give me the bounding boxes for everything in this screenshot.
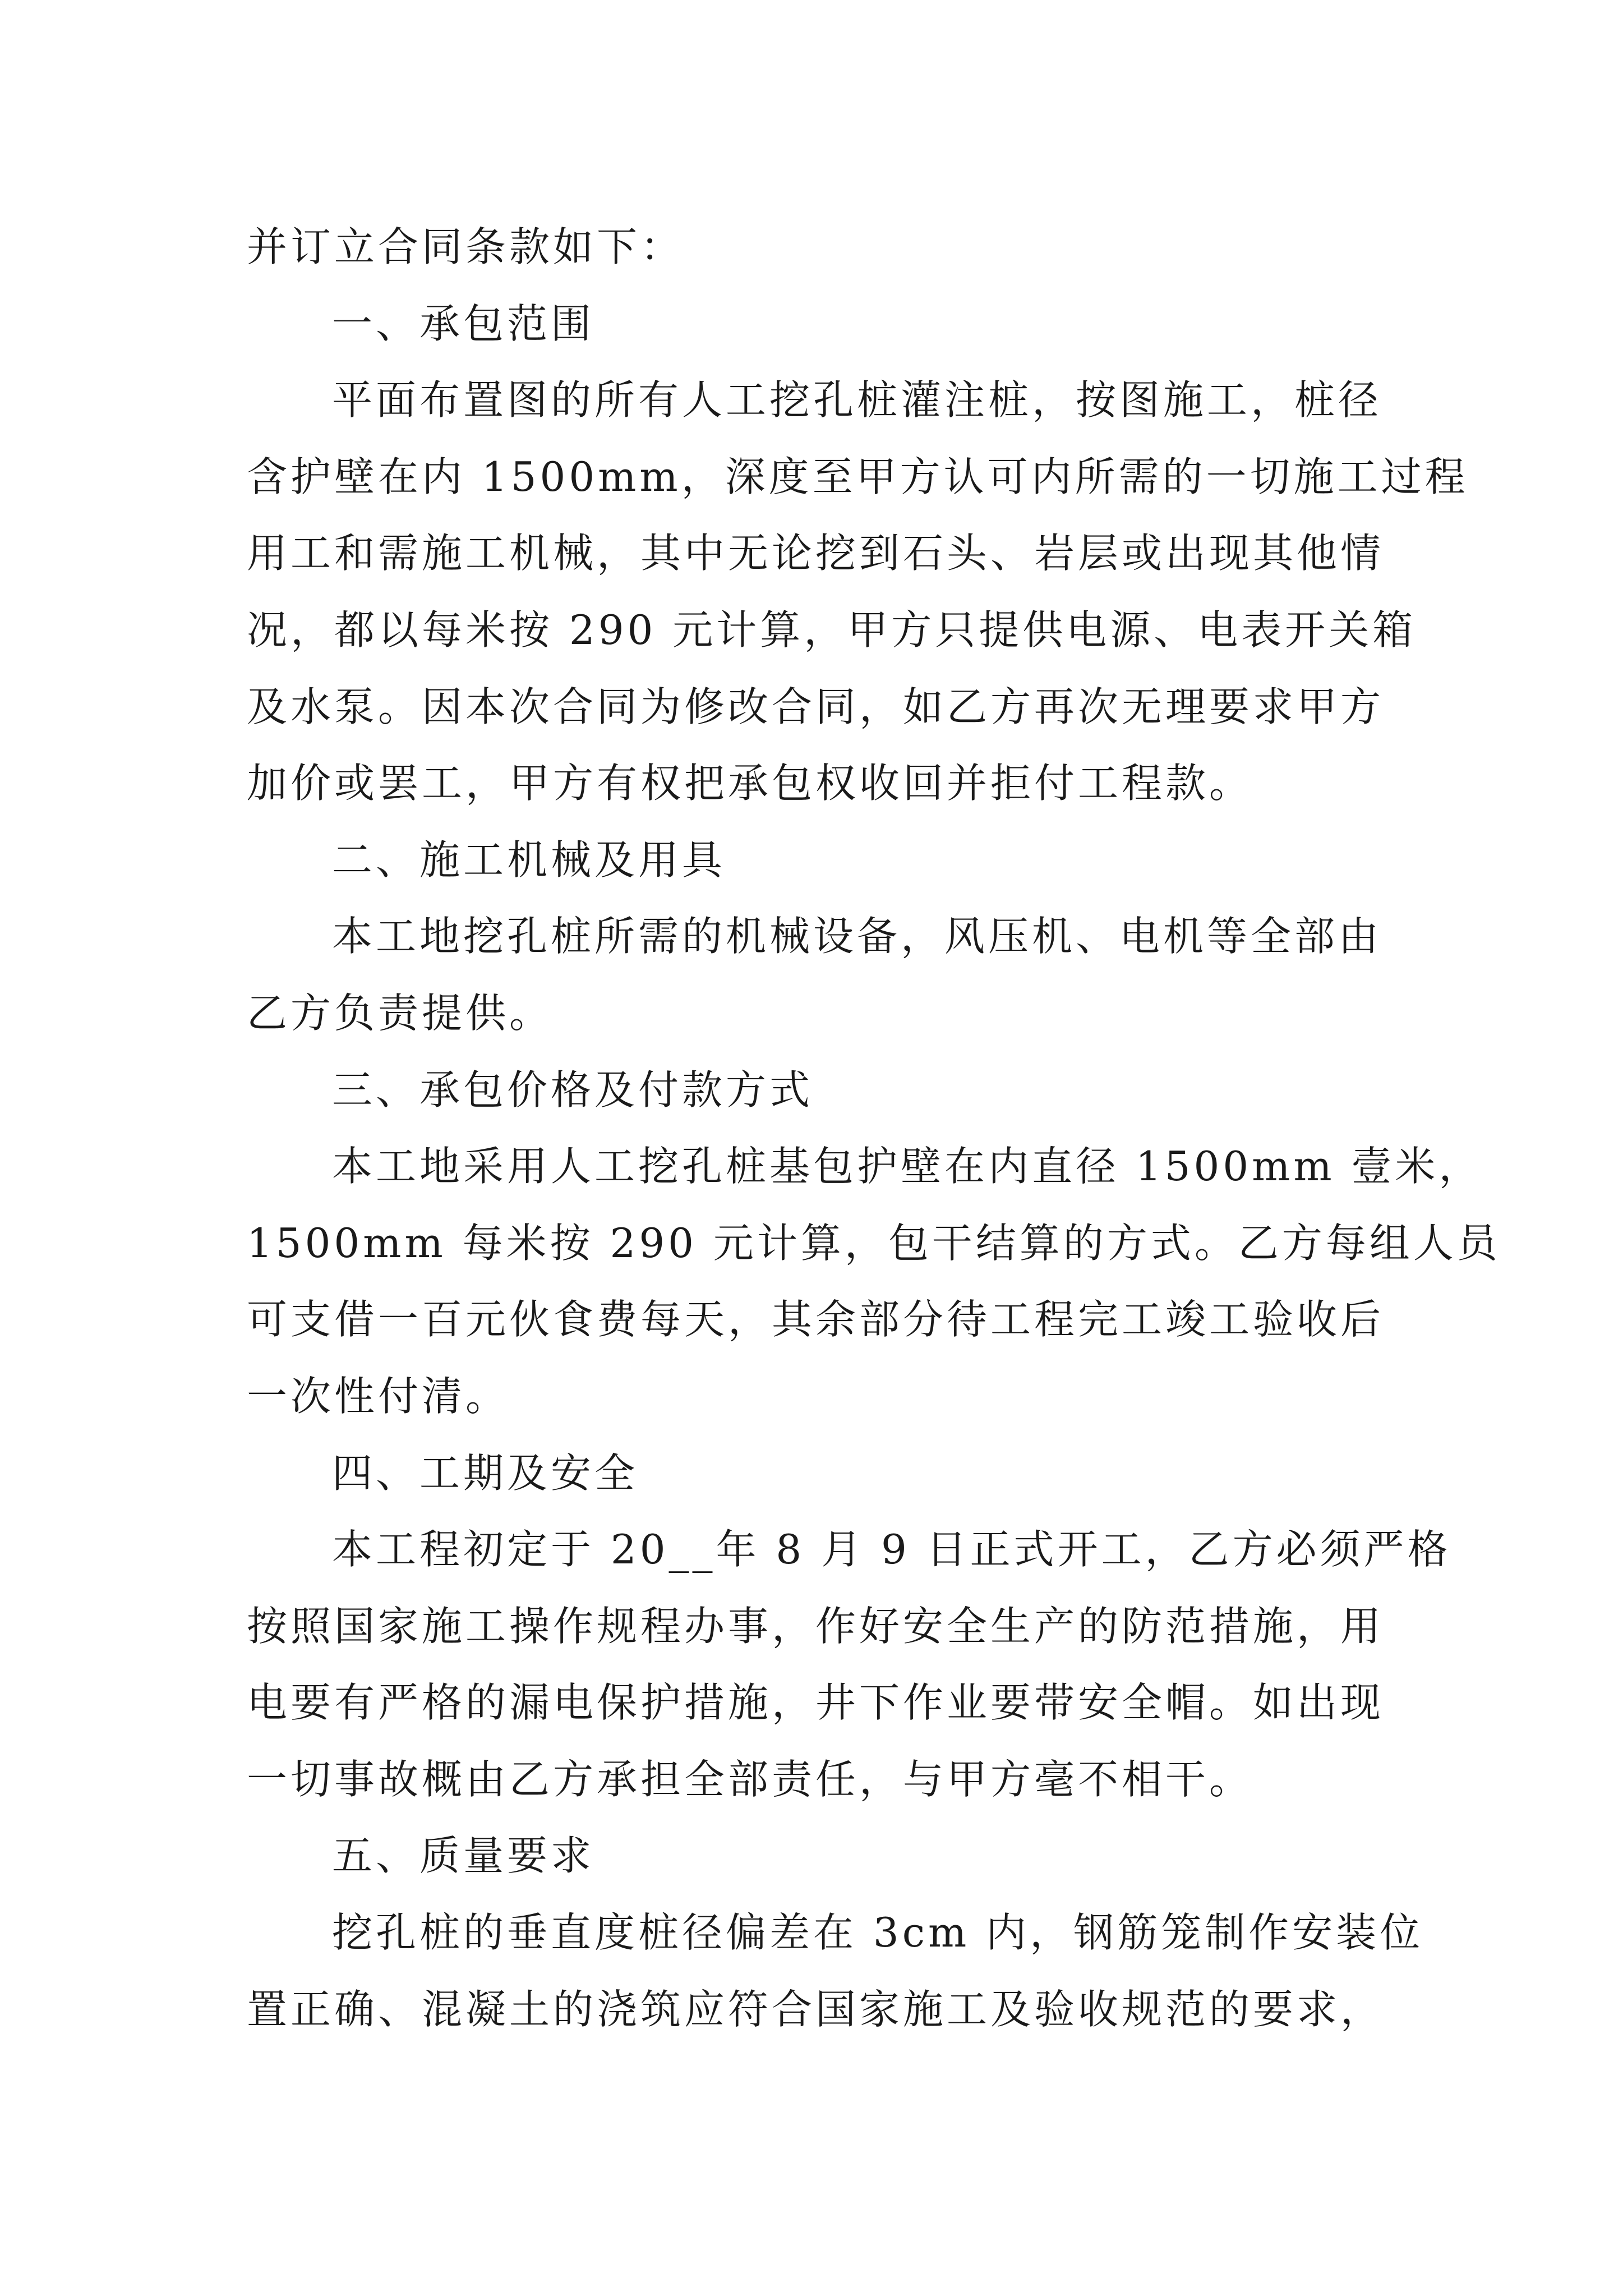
section-heading: 二、施工机械及用具 bbox=[332, 836, 726, 884]
text-line: 一次性付清。 bbox=[247, 1372, 510, 1420]
text-line: 本工地挖孔桩所需的机械设备，风压机、电机等全部由 bbox=[332, 913, 1382, 960]
text-line: 况，都以每米按 290 元计算，甲方只提供电源、电表开关箱 bbox=[247, 606, 1417, 654]
text-line: 一切事故概由乙方承担全部责任，与甲方毫不相干。 bbox=[247, 1755, 1253, 1803]
text-line: 1500mm 每米按 290 元计算，包干结算的方式。乙方每组人员 bbox=[247, 1219, 1501, 1267]
text-line: 置正确、混凝土的浇筑应符合国家施工及验收规范的要求， bbox=[247, 1985, 1385, 2033]
text-line: 含护壁在内 1500mm，深度至甲方认可内所需的一切施工过程 bbox=[247, 453, 1469, 500]
text-line: 本工地采用人工挖孔桩基包护壁在内直径 1500mm 壹米， bbox=[332, 1143, 1483, 1190]
section-heading: 三、承包价格及付款方式 bbox=[332, 1066, 814, 1114]
text-line: 本工程初定于 20__年 8 月 9 日正式开工，乙方必须严格 bbox=[332, 1526, 1451, 1573]
text-line: 并订立合同条款如下： bbox=[247, 223, 685, 270]
text-line: 可支借一百元伙食费每天，其余部分待工程完工竣工验收后 bbox=[247, 1296, 1385, 1343]
text-line: 及水泵。因本次合同为修改合同，如乙方再次无理要求甲方 bbox=[247, 683, 1385, 730]
text-line: 用工和需施工机械，其中无论挖到石头、岩层或出现其他情 bbox=[247, 530, 1385, 577]
text-line: 电要有严格的漏电保护措施，井下作业要带安全帽。如出现 bbox=[247, 1679, 1385, 1727]
text-line: 乙方负责提供。 bbox=[247, 989, 554, 1037]
text-line: 按照国家施工操作规程办事，作好安全生产的防范措施，用 bbox=[247, 1602, 1385, 1650]
text-line: 平面布置图的所有人工挖孔桩灌注桩，按图施工，桩径 bbox=[332, 376, 1382, 424]
document-body bbox=[247, 209, 1501, 2047]
text-line: 挖孔桩的垂直度桩径偏差在 3cm 内，钢筋笼制作安装位 bbox=[332, 1909, 1424, 1957]
text-line: 加价或罢工，甲方有权把承包权收回并拒付工程款。 bbox=[247, 760, 1253, 807]
section-heading: 一、承包范围 bbox=[332, 300, 595, 347]
section-heading: 五、质量要求 bbox=[332, 1832, 595, 1880]
section-heading: 四、工期及安全 bbox=[332, 1449, 639, 1497]
